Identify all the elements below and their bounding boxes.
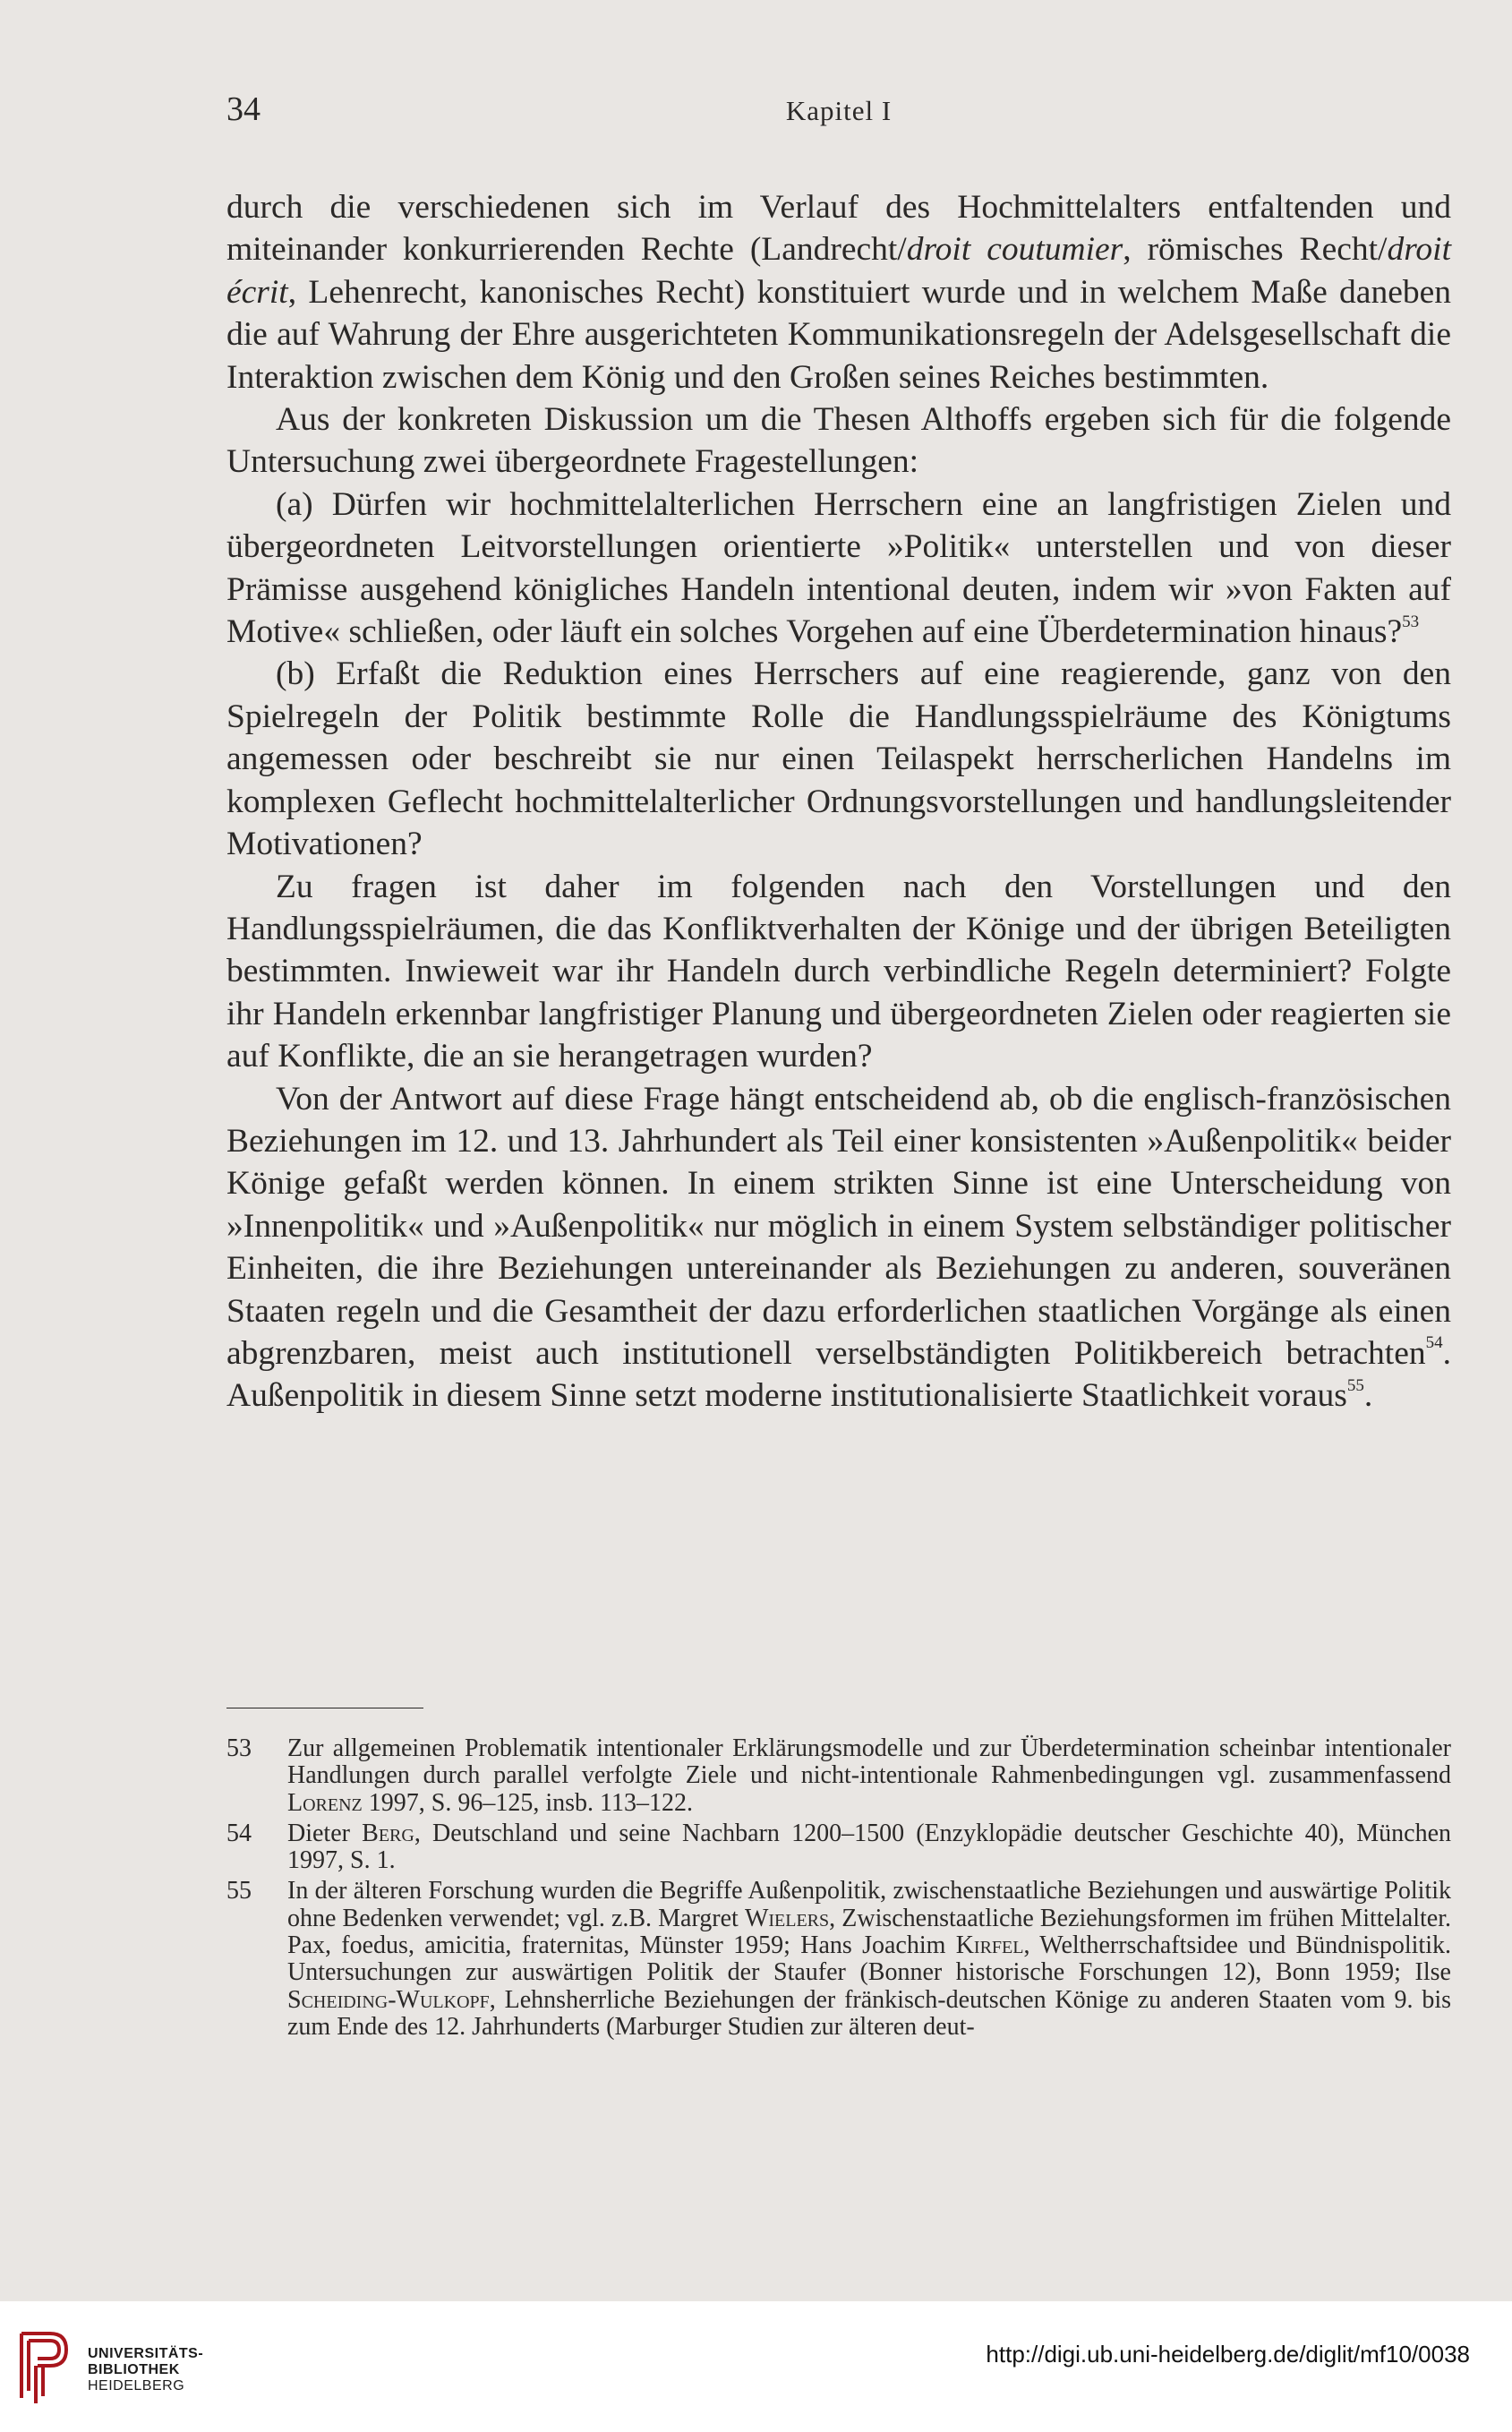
paragraph	[226, 484, 1451, 654]
text-run: , Lehnsherrliche Beziehungen der fränkisch-deutschen Könige zu anderen Staaten vom 9. bis zum Ende des 12. Jahrhunderts (Marburger Studien zur älteren deut-	[287, 1985, 1451, 2041]
text-run: durch die verschiedenen sich im Verlauf des Hochmittelalters entfaltenden und miteinander konkurrierenden Rechte (Landrecht/	[226, 189, 1451, 269]
footnote-reference: 54	[1425, 1333, 1443, 1353]
text-run: , Deutschland und seine Nachbarn 1200–1500 (Enzyklopädie deutscher Geschichte 40), München 1997, S. 1.	[287, 1819, 1451, 1875]
text-run: Von der Antwort auf diese Frage hängt entscheidend ab, ob die englisch-französischen Beziehungen im 12. und 13. Jahrhundert als Teil einer konsistenten »Außenpolitik« beider Könige gefaßt werden können. In einem strikten Sinne ist eine Unterscheidung von »Innenpolitik« und »Außenpolitik« nur möglich in einem System selbständiger politischer Einheiten, die ihre Beziehungen untereinander als Beziehungen zu anderen, souveränen Staaten regeln und die Gesamtheit der dazu erforderlichen staatlichen Vorgänge als einen abgrenzbaren, meist auch institutionell verselbständigten Politikbereich betrachten	[226, 1080, 1451, 1372]
footnote-number: 55	[226, 1877, 252, 1905]
author-name: Kirfel	[955, 1931, 1024, 1960]
footnote-reference: 53	[1402, 612, 1420, 631]
footnotes	[226, 1735, 1451, 2044]
italic-term: droit coutumier	[906, 231, 1123, 269]
page-number: 34	[226, 90, 261, 128]
text-run: Zur allgemeinen Problematik intentionaler Erklärungsmodelle und zur Überdetermination scheinbar intentionaler Handlungen durch parallel verfolgte Ziele und nicht-intentionale Rahmenbedingungen vgl. zusammenfassend	[287, 1734, 1451, 1790]
author-name: Lorenz	[287, 1788, 363, 1817]
text-run: Aus der konkreten Diskussion um die Thesen Althoffs ergeben sich für die folgende Untersuchung zwei übergeordnete Fragestellungen:	[226, 401, 1451, 481]
paragraph	[226, 398, 1451, 484]
text-run: 1997, S. 96–125, insb. 113–122.	[362, 1788, 693, 1817]
body-text	[226, 186, 1451, 1417]
footnote	[226, 1878, 1451, 2041]
text-run: . Außenpolitik in diesem Sinne setzt moderne institutionalisierte Staatlichkeit voraus	[226, 1334, 1451, 1415]
italic-term: droit écrit	[226, 231, 1451, 311]
paragraph	[226, 186, 1451, 398]
author-name: Wielers	[744, 1904, 830, 1932]
text-run: (b) Erfaßt die Reduktion eines Herrschers auf eine reagierende, ganz von den Spielregeln der Politik bestimmte Rolle die Handlungsspielräume des Königtums angemessen oder beschreibt sie nur einen Teilaspekt herrscherlichen Handelns im komplexen Geflecht hochmittelalterlicher Ordnungsvorstellungen und handlungsleitender Motivationen?	[226, 655, 1451, 863]
library-logo-icon	[16, 2325, 73, 2407]
footnote	[226, 1735, 1451, 1817]
footnote-number: 53	[226, 1734, 252, 1762]
author-name: Scheiding-Wulkopf	[287, 1985, 490, 2014]
permalink-url[interactable]: http://digi.ub.uni-heidelberg.de/diglit/mf10/0038	[986, 2341, 1470, 2368]
text-run: Dieter	[287, 1819, 363, 1847]
paragraph	[226, 1078, 1451, 1417]
text-run: , Lehenrecht, kanonisches Recht) konstituiert wurde und in welchem Maße daneben die auf Wahrung der Ehre ausgerichteten Kommunikationsregeln der Adelsgesellschaft die Interaktion zwischen dem König und den Großen seines Reiches bestimmten.	[226, 273, 1451, 396]
author-name: Berg	[362, 1819, 414, 1847]
text-run: , Weltherrschaftsidee und Bündnispolitik. Untersuchungen zur auswärtigen Politik der Staufer (Bonner historische Forschungen 12), Bonn 1959; Ilse	[287, 1931, 1451, 1987]
page-header	[226, 90, 1451, 143]
footnote	[226, 1820, 1451, 1875]
viewer-footer	[0, 2301, 1512, 2432]
footnote-reference: 55	[1346, 1375, 1364, 1395]
footnote-number: 54	[226, 1819, 252, 1847]
text-run: .	[1363, 1377, 1373, 1415]
running-head: Kapitel I	[785, 95, 893, 126]
text-run: Zu fragen ist daher im folgenden nach den Vorstellungen und den Handlungsspielräumen, die das Konfliktverhalten der Könige und der übrigen Beteiligten bestimmten. Inwieweit war ihr Handeln durch verbindliche Regeln determiniert? Folgte ihr Handeln erkennbar langfristiger Planung und übergeordneten Zielen oder reagierten sie auf Konflikte, die an sie herangetragen wurden?	[226, 868, 1451, 1075]
paragraph	[226, 653, 1451, 865]
text-run: , römisches Recht/	[1123, 231, 1388, 269]
text-run: , Zwischenstaatliche Beziehungsformen im frühen Mittelalter. Pax, foedus, amicitia, fraternitas, Münster 1959; Hans Joachim	[287, 1904, 1451, 1960]
paragraph	[226, 866, 1451, 1078]
text-run: (a) Dürfen wir hochmittelalterlichen Herrschern eine an langfristigen Zielen und übergeordneten Leitvorstellungen orientierte »Politik« unterstellen und von dieser Prämisse ausgehend königliches Handeln intentional deuten, indem wir »von Fakten auf Motive« schließen, oder läuft ein solches Vorgehen auf eine Überdetermination hinaus?	[226, 485, 1451, 651]
library-name: UNIVERSITÄTS- BIBLIOTHEK HEIDELBERG	[88, 2346, 204, 2393]
text-run: In der älteren Forschung wurden die Begriffe Außenpolitik, zwischenstaatliche Beziehungen und auswärtige Politik ohne Bedenken verwendet; vgl. z.B. Margret	[287, 1877, 1451, 1932]
